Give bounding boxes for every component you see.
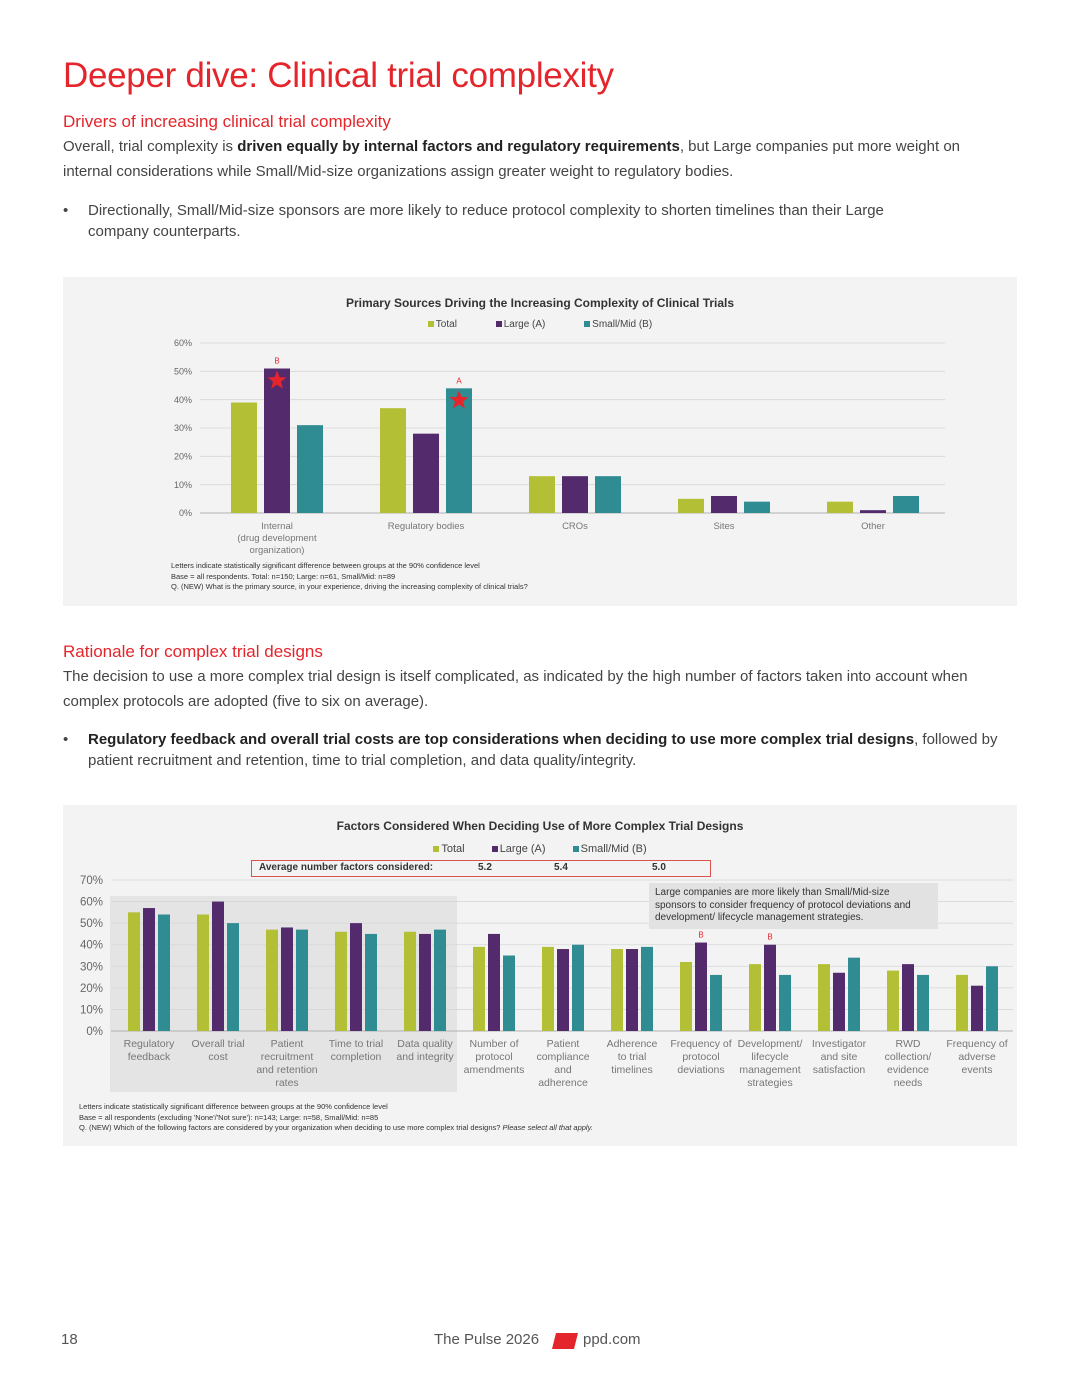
bullet-text-bold: Regulatory feedback and overall trial costs are top considerations when deciding to use more complex trial designs (88, 731, 915, 748)
bar-large-a (833, 973, 845, 1031)
x-category-label: Frequency of (670, 1038, 732, 1050)
chart2-plot (63, 805, 1017, 1146)
bar-small-mid-b (986, 966, 998, 1031)
bar-small-mid-b (296, 930, 308, 1031)
bar-small-mid-b (227, 923, 239, 1031)
x-category-label: to trial (617, 1051, 647, 1063)
footer-publication: The Pulse 2026 (434, 1331, 540, 1348)
x-category-label: Adherence (606, 1038, 658, 1050)
bar-small-mid-b (446, 388, 472, 513)
ppd-logo-icon (552, 1333, 578, 1349)
bar-large-a (695, 943, 707, 1031)
chart2-note-question-italic: Please select all that apply. (502, 1123, 593, 1132)
x-category-label: adverse (958, 1051, 996, 1063)
x-category-label: Regulatory bodies (387, 521, 465, 532)
chart1-note-question: Q. (NEW) What is the primary source, in your experience, driving the increasing complexity of clinical trials? (171, 582, 528, 591)
average-factors-small: 5.0 (652, 862, 666, 873)
x-category-label: Other (861, 521, 885, 532)
footer-site: ppd.com (583, 1331, 641, 1348)
bar-total (266, 930, 278, 1031)
x-category-label: and retention (256, 1064, 318, 1076)
x-category-label: protocol (682, 1051, 720, 1063)
bar-total (680, 962, 692, 1031)
chart2-note-question-text: Q. (NEW) Which of the following factors are considered by your organization when deciding to use more complex trial designs? (79, 1123, 503, 1132)
x-category-label: Number of (469, 1038, 519, 1050)
section1-heading: Drivers of increasing clinical trial complexity (63, 112, 391, 131)
legend-large-label: Large (A) (503, 319, 546, 330)
bullet-dot-icon: • (63, 202, 69, 219)
bar-large-a (419, 934, 431, 1031)
chart1-notes (171, 561, 528, 593)
x-category-label: Patient (270, 1038, 304, 1050)
x-category-label: CROs (562, 521, 588, 532)
x-category-label: rates (275, 1077, 299, 1089)
bar-small-mid-b (365, 934, 377, 1031)
x-category-label: lifecycle (751, 1051, 789, 1063)
bullet-text: Directionally, Small/Mid-size sponsors are more likely to reduce protocol complexity to shorten timelines than their Large company counterparts. (88, 202, 884, 240)
y-tick-label: 70% (79, 875, 103, 888)
y-tick-label: 0% (178, 508, 192, 519)
average-factors-label: Average number factors considered: (259, 862, 434, 873)
legend-small-label: Small/Mid (B) (580, 843, 647, 855)
bar-large-a (350, 923, 362, 1031)
legend-total-label: Total (435, 319, 457, 330)
x-category-label: Development/ (737, 1038, 803, 1050)
y-tick-label: 20% (173, 451, 192, 462)
x-category-label: deviations (677, 1064, 725, 1076)
bar-total (749, 964, 761, 1031)
y-tick-label: 10% (173, 479, 192, 490)
x-category-label: Data quality (397, 1038, 453, 1050)
x-category-label: cost (208, 1051, 228, 1063)
chart2-note-significance: Letters indicate statistically significant difference between groups at the 90% confidence level (79, 1102, 388, 1111)
bar-large-a (562, 476, 588, 513)
bar-small-mid-b (297, 425, 323, 513)
bar-total (887, 971, 899, 1031)
bar-total (818, 964, 830, 1031)
bar-total (611, 949, 623, 1031)
bar-large-a (488, 934, 500, 1031)
chart2-note-question (79, 1123, 593, 1134)
bar-large-a (413, 434, 439, 513)
legend-total-label: Total (441, 843, 465, 855)
bar-large-a (902, 964, 914, 1031)
bar-total (231, 403, 257, 514)
bar-total (128, 912, 140, 1031)
y-tick-label: 50% (173, 366, 192, 377)
bar-small-mid-b (595, 476, 621, 513)
bar-small-mid-b (848, 958, 860, 1031)
x-category-label: feedback (127, 1051, 171, 1063)
bullet-text-post: , followed by patient recruitment and retention, time to trial completion, and data quality/integrity. (88, 731, 998, 769)
legend-small-label: Small/Mid (B) (592, 319, 653, 330)
bar-total (404, 932, 416, 1031)
x-category-label: Regulatory (123, 1038, 175, 1050)
bar-total (529, 476, 555, 513)
para-text-bold: driven equally by internal factors and regulatory requirements (237, 138, 680, 155)
chart2-panel (63, 805, 1017, 1146)
chart2-notes (79, 1102, 593, 1134)
significance-letter: B (767, 932, 773, 942)
bar-large-a (764, 945, 776, 1031)
bar-small-mid-b (710, 975, 722, 1031)
y-tick-label: 0% (86, 1026, 103, 1039)
bar-large-a (971, 986, 983, 1031)
x-category-label: and (554, 1064, 572, 1076)
bar-total (542, 947, 554, 1031)
chart1-panel (63, 277, 1017, 606)
significance-letter: B (698, 930, 704, 940)
y-tick-label: 30% (79, 961, 103, 974)
x-category-label: Internal (261, 521, 293, 532)
chart1-note-base: Base = all respondents. Total: n=150; Large: n=61, Small/Mid: n=89 (171, 571, 396, 581)
section2-heading: Rationale for complex trial designs (63, 642, 323, 661)
bar-large-a (264, 369, 290, 514)
bar-small-mid-b (503, 956, 515, 1032)
para-text-pre: Overall, trial complexity is (63, 138, 238, 155)
bar-large-a (860, 510, 886, 513)
bar-total (678, 499, 704, 513)
x-category-label: satisfaction (812, 1064, 866, 1076)
x-category-label: timelines (611, 1064, 653, 1076)
x-category-label: organization) (249, 545, 305, 556)
bar-large-a (212, 902, 224, 1031)
bar-large-a (626, 949, 638, 1031)
x-category-label: (drug development (237, 533, 317, 544)
bar-small-mid-b (779, 975, 791, 1031)
x-category-label: Patient (546, 1038, 580, 1050)
bar-total (380, 408, 406, 513)
y-tick-label: 50% (79, 918, 103, 931)
bar-small-mid-b (641, 947, 653, 1031)
chart1-plot (63, 277, 1017, 606)
x-category-label: recruitment (260, 1051, 314, 1063)
bar-large-a (557, 949, 569, 1031)
bar-total (197, 915, 209, 1031)
bar-small-mid-b (434, 930, 446, 1031)
chart2-title: Factors Considered When Deciding Use of More Complex Trial Designs (336, 819, 744, 833)
x-category-label: Overall trial (191, 1038, 245, 1050)
bar-large-a (281, 927, 293, 1031)
y-tick-label: 30% (173, 423, 192, 434)
chart2-callout: Large companies are more likely than Small/Mid-size sponsors to consider frequency of protocol deviations and development/ lifecycle management strategies. (649, 883, 938, 929)
bar-small-mid-b (744, 502, 770, 513)
x-category-label: RWD (895, 1038, 921, 1050)
x-category-label: strategies (747, 1077, 793, 1089)
bullet-dot-icon: • (63, 731, 69, 748)
x-category-label: Time to trial (328, 1038, 384, 1050)
bar-small-mid-b (893, 496, 919, 513)
x-category-label: needs (893, 1077, 923, 1089)
x-category-label: protocol (475, 1051, 513, 1063)
y-tick-label: 60% (79, 896, 103, 909)
bar-total (335, 932, 347, 1031)
bar-small-mid-b (917, 975, 929, 1031)
bar-large-a (711, 496, 737, 513)
section2-paragraph: The decision to use a more complex trial design is itself complicated, as indicated by the high number of factors taken into account when complex protocols are adopted (five to six on average). (63, 668, 968, 710)
legend-large-label: Large (A) (499, 843, 546, 855)
para-text-post: , but Large companies put more weight on internal considerations while Small/Mid-size organizations assign greater weight to regulatory bodies. (63, 138, 961, 180)
x-category-label: Investigator (811, 1038, 867, 1050)
bar-total (956, 975, 968, 1031)
significance-letter: A (456, 376, 462, 386)
section1-paragraph (63, 134, 1013, 184)
section2-bullet (63, 729, 1018, 771)
x-category-label: evidence (886, 1064, 930, 1076)
x-category-label: and site (820, 1051, 858, 1063)
x-category-label: compliance (536, 1051, 590, 1063)
bar-large-a (143, 908, 155, 1031)
y-tick-label: 20% (79, 982, 103, 995)
chart1-title: Primary Sources Driving the Increasing Complexity of Clinical Trials (345, 296, 735, 310)
x-category-label: management (739, 1064, 801, 1076)
y-tick-label: 40% (173, 394, 192, 405)
chart2-note-base: Base = all respondents (excluding 'None'/'Not sure'): n=143; Large: n=58, Small/Mid: n=85 (79, 1112, 379, 1122)
x-category-label: completion (330, 1051, 382, 1063)
y-tick-label: 10% (79, 1004, 103, 1017)
x-category-label: and integrity (396, 1051, 454, 1063)
x-category-label: events (961, 1064, 993, 1076)
chart1-note-significance: Letters indicate statistically significant difference between groups at the 90% confidence level (171, 561, 480, 570)
average-factors-large: 5.4 (554, 862, 568, 873)
bar-total (827, 502, 853, 513)
x-category-label: adherence (538, 1077, 588, 1089)
x-category-label: amendments (463, 1064, 525, 1076)
x-category-label: Frequency of (946, 1038, 1008, 1050)
x-category-label: collection/ (884, 1051, 932, 1063)
x-category-label: Sites (713, 521, 735, 532)
bar-small-mid-b (158, 915, 170, 1031)
section1-bullet (63, 200, 933, 242)
significance-letter: B (274, 356, 280, 366)
y-tick-label: 40% (79, 939, 103, 952)
y-tick-label: 60% (173, 338, 192, 349)
page-title: Deeper dive: Clinical trial complexity (63, 56, 614, 95)
bar-small-mid-b (572, 945, 584, 1031)
bar-total (473, 947, 485, 1031)
page-number: 18 (61, 1331, 78, 1348)
average-factors-total: 5.2 (478, 862, 492, 873)
